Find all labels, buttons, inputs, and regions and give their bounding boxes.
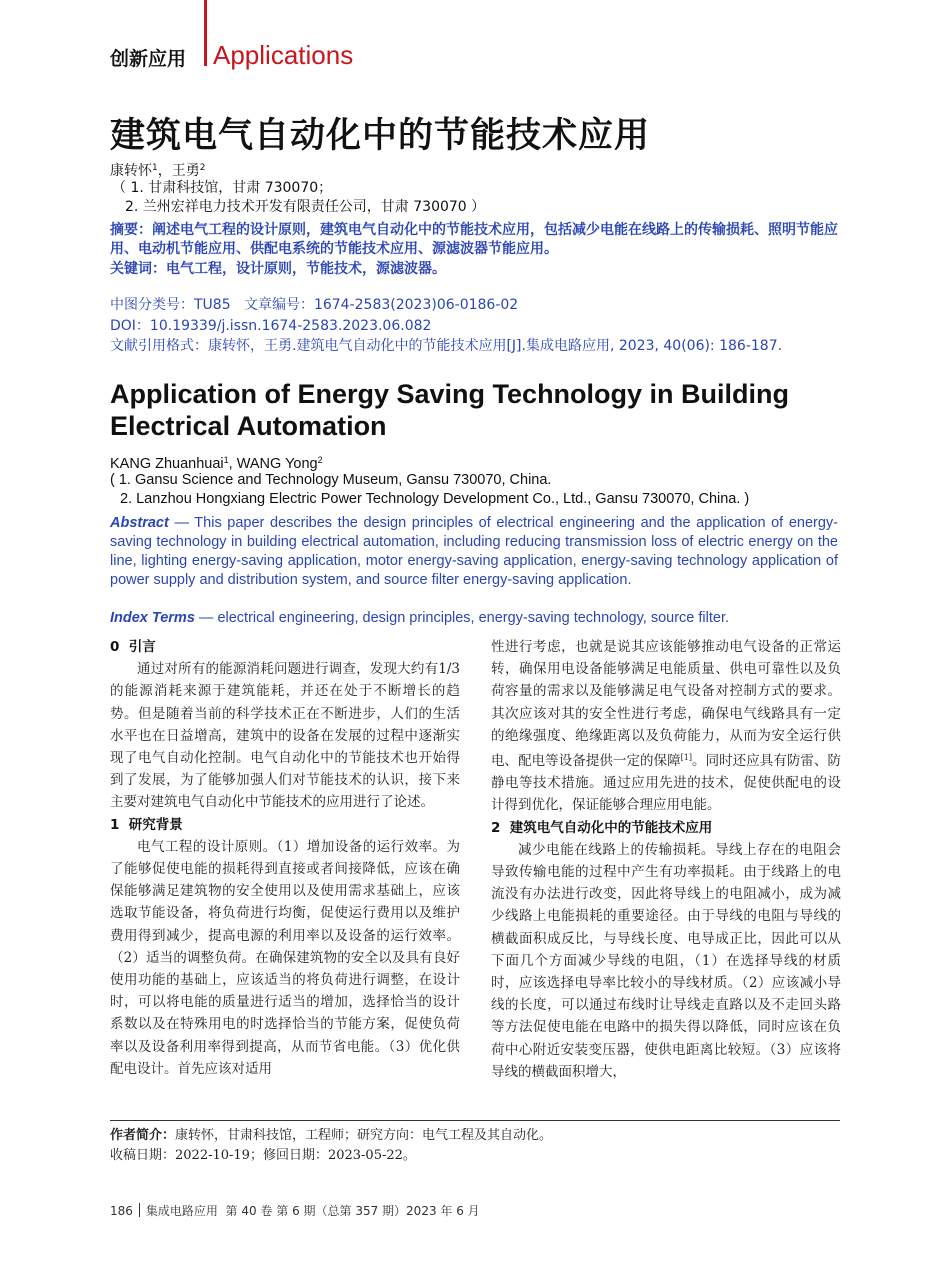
article-title-cn: 建筑电气自动化中的节能技术应用 — [110, 116, 651, 156]
keywords-cn — [110, 260, 446, 279]
journal-info: 集成电路应用 第 40 卷 第 6 期（总第 357 期）2023 年 6 月 — [145, 1204, 480, 1218]
author-1-cn-sup: 1 — [152, 163, 158, 173]
abstract-cn-text: 阐述电气工程的设计原则，建筑电气自动化中的节能技术应用，包括减少电能在线路上的传输损耗、照明节能应用、电动机节能应用、供配电系统的节能技术应用、源滤波器节能应用。 — [110, 222, 838, 257]
received-dates: 收稿日期：2022-10-19；修回日期：2023-05-22。 — [110, 1148, 416, 1163]
citation-label: 文献引用格式： — [110, 338, 208, 354]
section-heading-application: 2 建筑电气自动化中的节能技术应用 — [491, 819, 713, 836]
paragraph-transmission-loss: 减少电能在线路上的传输损耗。导线上存在的电阻会导致传输电能的过程中产生有功率损耗。由于线路上的电流没有办法进行改变，因此将导线上的电阻减小，成为减少线路上电能损耗的重要途径。由于导线的电阻与导线的横截面积成反比，与导线长度、电导成正比，因此可以从下面几个方面减少导线的电阻，（1）在选择导线的材质时，应该选择电导率比较小的导线材质。（2）应该减小导线的长度，可以通过布线时让导线走直路以及不走回头路等方法促使电能在电路中的损失得以降低，同时应该在负荷中心附近安装变压器，使供电距离比较短。（3）应该将导线的横截面积增大， — [491, 841, 841, 1080]
reference-marker-1: [1] — [680, 753, 692, 763]
paragraph-intro: 通过对所有的能源消耗问题进行调查，发现大约有1/3的能源消耗来源于建筑能耗，并还在处于不断增长的趋势。但是随着当前的科学技术正在不断进步，人们的生活水平也在日益增高，建筑中的设备在发展的过程中逐渐实现了电气自动化控制。电气自动化中的节能技术也开始得到了发展，为了能够加强人们对节能技术的认识，接下来主要对建筑电气自动化中节能技术的应用进行了论述。 — [110, 661, 460, 811]
footnote-rule — [110, 1120, 840, 1121]
keywords-en-dash: — — [194, 610, 218, 626]
paragraph-design-principles: 电气工程的设计原则。（1）增加设备的运行效率。为了能够促使电能的损耗得到直接或者间接降低，应该在确保能够满足建筑物的安全使用以及使用需求基础上，应该选取节能设备，将负荷进行均衡，促使运行费用以及维护费用得到减少，提高电源的利用率以及设备的运行效率。（2）适当的调整负荷。在确保建筑物的安全以及具有良好使用功能的基础上，应该适当的将负荷进行调整，在设计时，可以将电能的质量进行适当的增加，选择恰当的设计系数以及在特殊用电的时选择恰当的节能方案，促使负荷率以及设备利用率得到提高，从而节省电能。（3）优化供配电设计。首先应该对适用 — [110, 838, 460, 1077]
keywords-cn-label: 关键词： — [110, 261, 166, 277]
abstract-en-text: This paper describes the design principles of electrical engineering and the application of energy-saving technology in building electrical automation, including reducing transmission loss of electric energy on the line, lighting energy-saving application, motor energy-saving application, energy-saving technology application of power supply and distribution system, and source filter energy-saving application. — [110, 515, 838, 588]
abstract-en-dash: — — [168, 515, 195, 531]
author-bio-text: 康转怀，甘肃科技馆，工程师；研究方向：电气工程及其自动化。 — [175, 1128, 553, 1143]
author-2-en-sup: 2 — [317, 455, 323, 465]
classification-line: 中图分类号：TU85 文章编号：1674-2583(2023)06-0186-02 — [110, 297, 519, 313]
keywords-cn-text: 电气工程，设计原则，节能技术，源滤波器。 — [166, 261, 446, 277]
keywords-en — [110, 609, 729, 628]
paragraph-continued-b: 。同时还应具有防雷、防静电等技术措施。通过应用先进的技术，促使供配电的设计得到优化，保证能够合理应用电能。 — [491, 753, 842, 814]
affiliation-en-1: ( 1. Gansu Science and Technology Museum, Gansu 730070, China. — [110, 472, 552, 488]
author-2-cn-sup: 2 — [199, 163, 206, 173]
paragraph-continued — [491, 636, 841, 817]
affiliation-en-2: 2. Lanzhou Hongxiang Electric Power Technology Development Co., Ltd., Gansu 730070, China. ) — [120, 491, 750, 507]
doi-line: DOI：10.19339/j.issn.1674-2583.2023.06.082 — [110, 318, 432, 334]
page-number: 186 — [110, 1204, 133, 1218]
affiliation-cn-1: （ 1. 甘肃科技馆，甘肃 730070； — [112, 180, 333, 196]
header-accent-bar — [204, 0, 207, 66]
affiliation-cn-2: 2. 兰州宏祥电力技术开发有限责任公司，甘肃 730070 ） — [125, 199, 486, 215]
citation-format — [110, 337, 845, 355]
author-1-en-sup: 1 — [223, 455, 229, 465]
author-1-cn: 康转怀 — [110, 163, 152, 179]
section-heading-intro: 0 引言 — [110, 639, 156, 655]
section-label-en: Applications — [213, 40, 354, 70]
author-bio — [110, 1126, 552, 1146]
author-2-en: WANG Yong — [236, 456, 318, 472]
article-title-en: Application of Energy Saving Technology in Building Electrical Automation — [110, 379, 790, 441]
keywords-en-text: electrical engineering, design principles, energy-saving technology, source filter. — [217, 610, 729, 626]
section-heading-background: 1 研究背景 — [110, 816, 183, 833]
abstract-cn-label: 摘要： — [110, 222, 152, 238]
author-bio-label: 作者简介： — [110, 1128, 176, 1143]
body-column-left — [110, 636, 460, 1080]
citation-text: 康转怀，王勇.建筑电气自动化中的节能技术应用[J].集成电路应用, 2023, 40(06): 186-187. — [208, 338, 783, 354]
section-label-cn: 创新应用 — [110, 48, 187, 70]
paragraph-continued-a: 性进行考虑，也就是说其应该能够推动电气设备的正常运转，确保用电设备能够满足电能质量、供电可靠性以及负荷容量的需求以及能够满足电气设备对控制方式的要求。其次应该对其的安全性进行考虑，确保电气线路具有一定的绝缘强度、绝缘距离以及负荷能力，从而为安全运行供电、配电等设备提供一定的保障 — [491, 639, 841, 770]
author-sep-en: , — [228, 456, 237, 472]
abstract-en — [110, 514, 838, 590]
author-sep-cn: ， — [157, 163, 172, 179]
author-2-cn: 王勇 — [171, 163, 200, 179]
author-1-en: KANG Zhuanhuai — [110, 456, 224, 472]
abstract-cn — [110, 221, 845, 259]
body-column-right — [491, 636, 841, 1083]
keywords-en-label: Index Terms — [110, 610, 195, 626]
abstract-en-label: Abstract — [110, 515, 169, 531]
footer-divider — [139, 1203, 140, 1217]
page-footer — [110, 1202, 480, 1219]
